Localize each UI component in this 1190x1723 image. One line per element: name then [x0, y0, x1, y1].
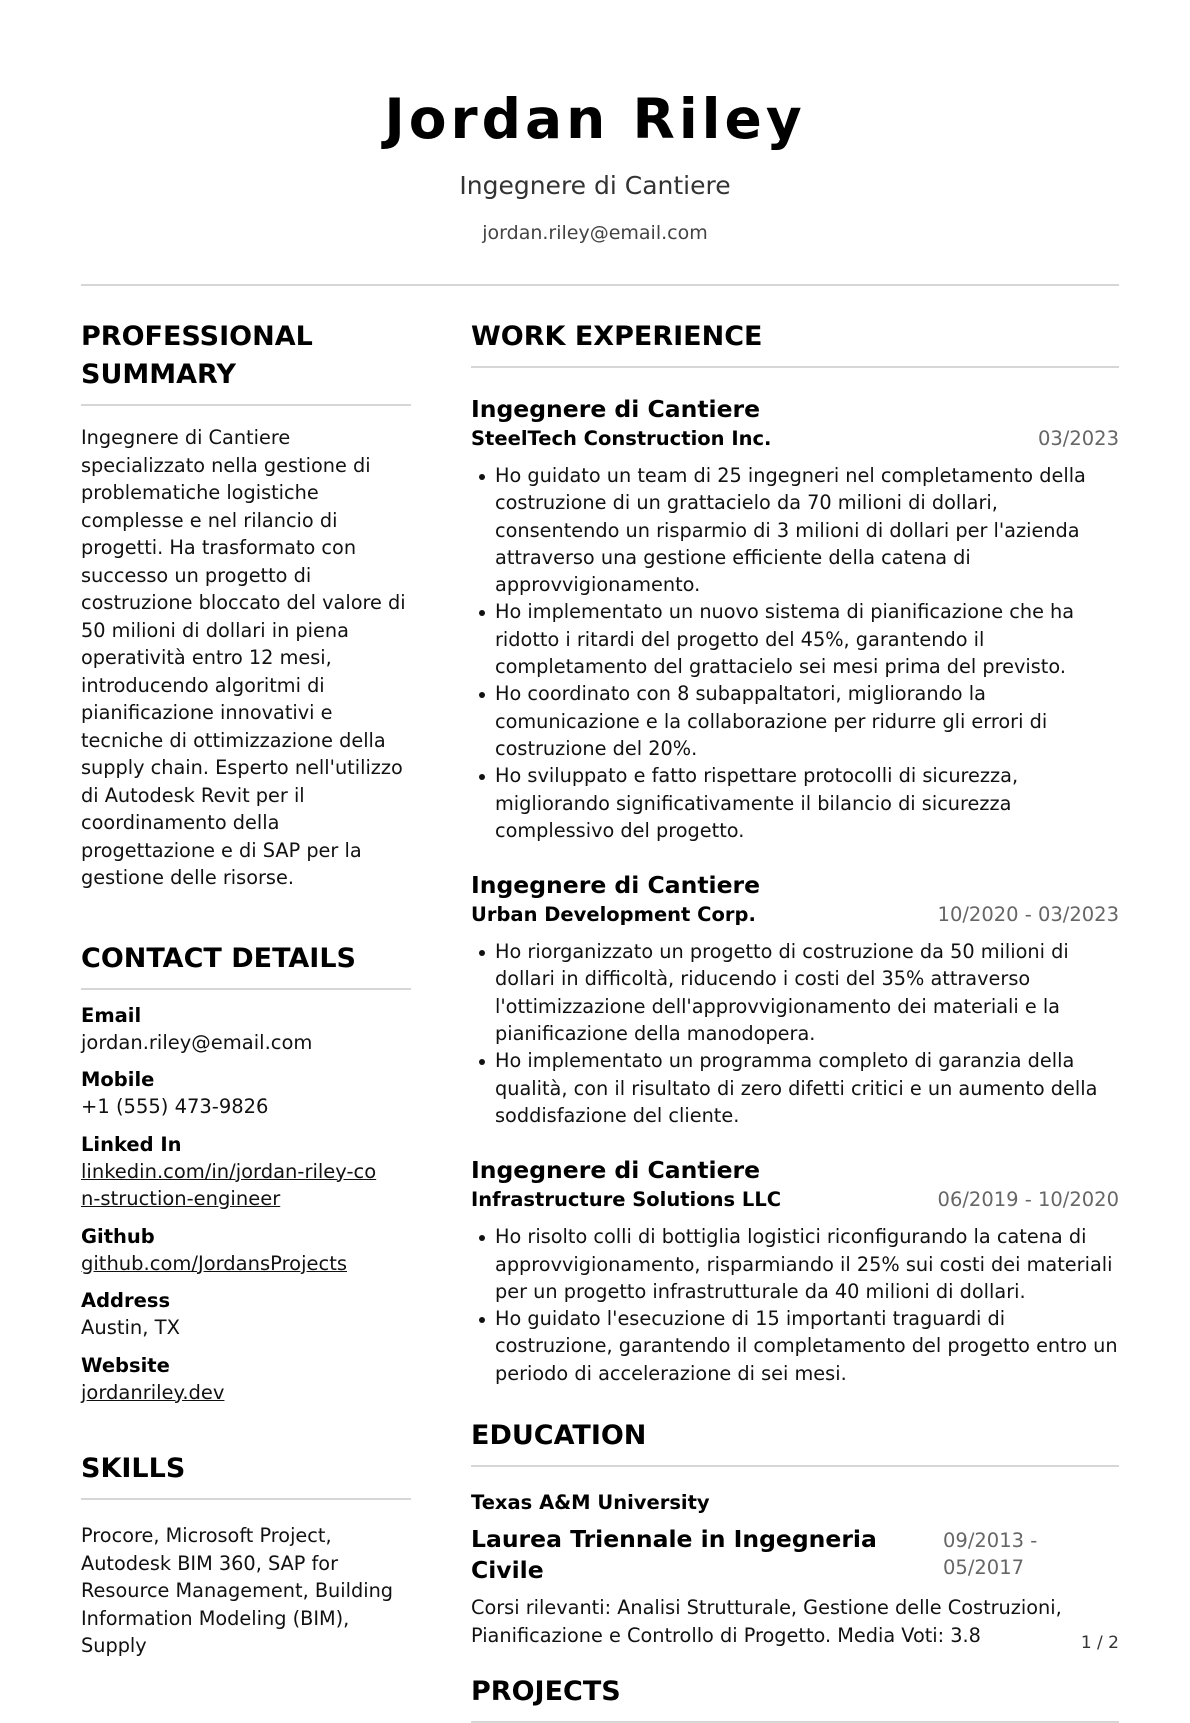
projects-heading: PROJECTS [471, 1673, 1119, 1723]
degree-row [471, 1524, 1119, 1586]
candidate-name: Jordan Riley [384, 87, 806, 151]
contact-item-linkedin [81, 1131, 411, 1213]
website-link[interactable]: jordanriley.dev [81, 1380, 225, 1404]
job-dates: 06/2019 - 10/2020 [937, 1188, 1119, 1212]
company-name: Infrastructure Solutions LLC [471, 1188, 782, 1212]
skills-text: Procore, Microsoft Project, Autodesk BIM 360, SAP for Resource Management, Building Information Modeling (BIM), Supply [81, 1524, 394, 1657]
linkedin-link[interactable]: linkedin.com/in/jordan-riley-con-struction-engineer [81, 1159, 377, 1210]
bullet-item: Ho implementato un programma completo di garanzia della qualità, con il risultato di zero difetti critici e un aumento della soddisfazione del cliente. [471, 1047, 1119, 1129]
contact-label: Linked In [81, 1132, 182, 1156]
job-meta [471, 1186, 1119, 1213]
education-description: Corsi rilevanti: Analisi Strutturale, Gestione delle Costruzioni, Pianificazione e Controllo di Progetto. Media Voti: 3.8 [471, 1596, 1062, 1647]
contact-item-address [81, 1287, 411, 1342]
job-bullets [471, 938, 1119, 1129]
job-meta [471, 901, 1119, 928]
contact-label: Mobile [81, 1068, 155, 1091]
page-number: 1 / 2 [1080, 1633, 1119, 1653]
contact-address-value: Austin, TX [81, 1316, 180, 1339]
summary-heading: PROFESSIONAL SUMMARY [81, 318, 411, 406]
education-heading: EDUCATION [471, 1417, 1119, 1467]
job-entry [471, 1155, 1119, 1387]
summary-section [81, 318, 411, 892]
bullet-item: Ho implementato un nuovo sistema di pianificazione che ha ridotto i ritardi del progetto del 45%, garantendo il completamento del grattacielo sei mesi prima del previsto. [471, 598, 1119, 680]
resume-header [0, 82, 1190, 246]
experience-section [471, 318, 1119, 1387]
job-meta [471, 425, 1119, 452]
contact-item-website [81, 1352, 411, 1407]
education-dates: 09/2013 - 05/2017 [943, 1529, 1038, 1580]
summary-text: Ingegnere di Cantiere specializzato nella gestione di problematiche logistiche complesse e nel rilancio di progetti. Ha trasformato con successo un progetto di costruzione bloccato del valore di 50 milioni di dollari in piena operatività entro 12 mesi, introducendo algoritmi di pianificazione innovativi e tecniche di ottimizzazione della supply chain. Esperto nell'utilizzo di Autodesk Revit per il coordinamento della progettazione e di SAP per la gestione delle risorse. [81, 426, 406, 889]
contact-item-mobile [81, 1066, 411, 1121]
school-name: Texas A&M University [471, 1491, 710, 1515]
bullet-item: Ho riorganizzato un progetto di costruzione da 50 milioni di dollari in difficoltà, riducendo i costi del 35% attraverso l'ottimizzazione dell'approvvigionamento dei materiali e la pianificazione della manodopera. [471, 938, 1119, 1047]
contact-list [81, 1002, 411, 1407]
bullet-item: Ho coordinato con 8 subappaltatori, migliorando la comunicazione e la collaborazione per ridurre gli errori di costruzione del 20%. [471, 680, 1119, 762]
header-email: jordan.riley@email.com [482, 222, 708, 244]
job-entry [471, 394, 1119, 844]
contact-label: Address [81, 1289, 171, 1312]
education-section [471, 1417, 1119, 1649]
contact-item-github [81, 1223, 411, 1278]
contact-section [81, 940, 411, 1407]
contact-heading: CONTACT DETAILS [81, 940, 411, 990]
contact-label: Website [81, 1353, 170, 1377]
bullet-item: Ho guidato l'esecuzione di 15 importanti traguardi di costruzione, garantendo il completamento del progetto entro un periodo di accelerazione di sei mesi. [471, 1305, 1119, 1387]
job-bullets [471, 1223, 1119, 1387]
projects-section [471, 1673, 1119, 1723]
skills-section [81, 1450, 411, 1660]
contact-email-value: jordan.riley@email.com [81, 1030, 313, 1054]
job-title: Ingegnere di Cantiere [471, 871, 761, 900]
degree-title: Laurea Triennale in Ingegneria Civile [471, 1525, 877, 1585]
job-dates: 03/2023 [1037, 427, 1119, 450]
header-divider [81, 284, 1119, 286]
contact-item-email [81, 1002, 411, 1057]
left-column [81, 318, 411, 1660]
job-title: Ingegnere di Cantiere [471, 1156, 761, 1185]
github-link[interactable]: github.com/JordansProjects [81, 1251, 348, 1275]
skills-heading: SKILLS [81, 1450, 411, 1500]
right-column [471, 318, 1119, 1723]
bullet-item: Ho sviluppato e fatto rispettare protocolli di sicurezza, migliorando significativamente il bilancio di sicurezza complessivo del progetto. [471, 762, 1119, 844]
bullet-item: Ho risolto colli di bottiglia logistici riconfigurando la catena di approvvigionamento, risparmiando il 25% sui costi dei materiali per un progetto infrastrutturale da 40 milioni di dollari. [471, 1223, 1119, 1305]
experience-heading: WORK EXPERIENCE [471, 318, 1119, 368]
contact-mobile-value: +1 (555) 473-9826 [81, 1095, 269, 1118]
company-name: Urban Development Corp. [471, 903, 756, 927]
bullet-item: Ho guidato un team di 25 ingegneri nel completamento della costruzione di un grattacielo da 70 milioni di dollari, consentendo un risparmio di 3 milioni di dollari per l'azienda attraverso una gestione efficiente della catena di approvvigionamento. [471, 462, 1119, 598]
candidate-title: Ingegnere di Cantiere [459, 171, 731, 200]
job-title: Ingegnere di Cantiere [471, 395, 761, 423]
company-name: SteelTech Construction Inc. [471, 427, 772, 450]
contact-label: Email [81, 1003, 142, 1027]
job-dates: 10/2020 - 03/2023 [937, 903, 1119, 927]
job-bullets [471, 462, 1119, 844]
job-entry [471, 870, 1119, 1129]
contact-label: Github [81, 1224, 155, 1248]
